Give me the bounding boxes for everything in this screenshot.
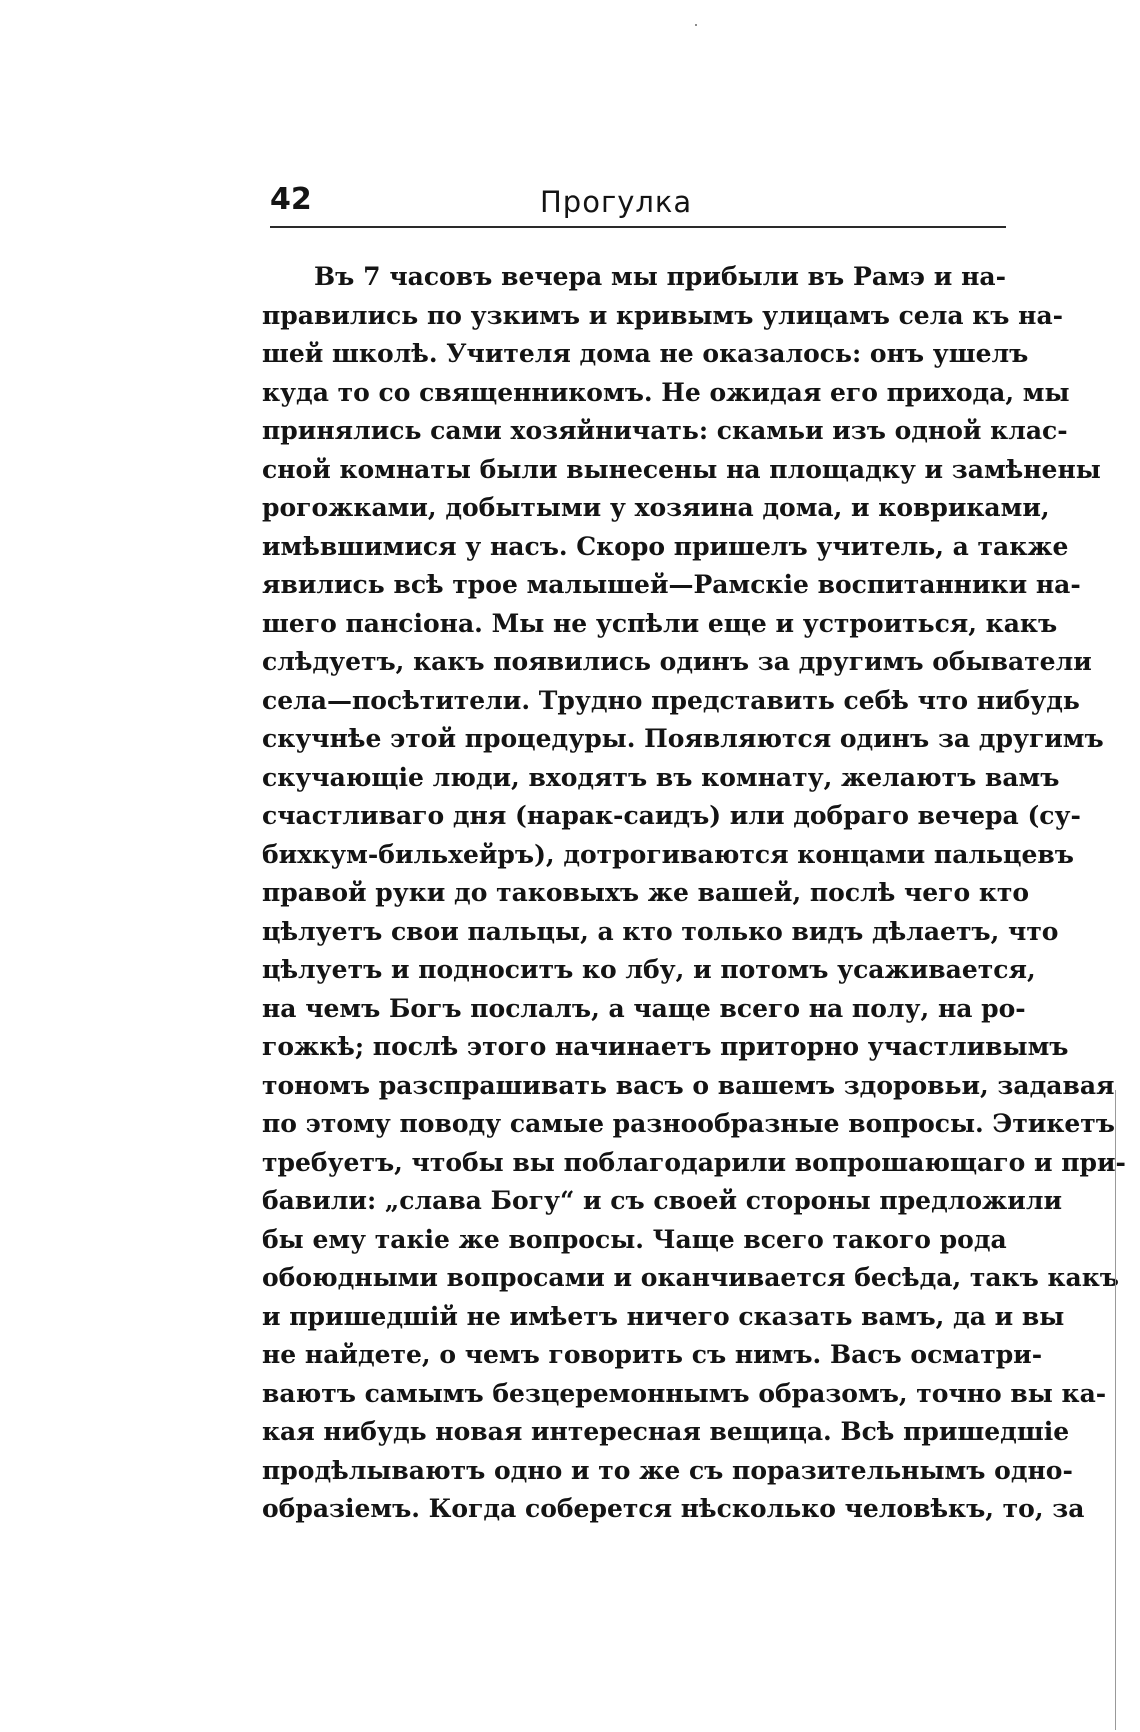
text-line: требуетъ, чтобы вы поблагодарили вопрошающаго и при-: [262, 1147, 1126, 1177]
page-edge-line: [1115, 1090, 1116, 1730]
text-line: продѣлываютъ одно и то же съ поразительнымъ одно-: [262, 1455, 1073, 1485]
text-line: и пришедшій не имѣетъ ничего сказать вамъ, да и вы: [262, 1301, 1065, 1331]
text-line: правились по узкимъ и кривымъ улицамъ села къ на-: [262, 300, 1064, 330]
text-line: куда то со священникомъ. Не ожидая его прихода, мы: [262, 377, 1070, 407]
text-line: счастливаго дня (нарак-саидъ) или добраго вечера (су-: [262, 801, 1081, 830]
text-line: Въ 7 часовъ вечера мы прибыли въ Рамэ и на-: [314, 262, 1006, 291]
running-title: Прогулка: [540, 185, 693, 219]
text-line: слѣдуетъ, какъ появились одинъ за другимъ обыватели: [262, 647, 1092, 676]
text-line: не найдете, о чемъ говорить съ нимъ. Васъ осматри-: [262, 1340, 1043, 1369]
text-line: цѣлуетъ и подноситъ ко лбу, и потомъ усаживается,: [262, 955, 1036, 984]
header-rule: [270, 226, 1006, 228]
print-speck: [695, 24, 697, 26]
text-line: скучающіе люди, входятъ въ комнату, желаютъ вамъ: [262, 762, 1060, 792]
text-line: кая нибудь новая интересная вещица. Всѣ пришедшіе: [262, 1417, 1070, 1446]
text-line: села—посѣтители. Трудно представить себѣ что нибудь: [262, 685, 1080, 715]
text-line: обоюдными вопросами и оканчивается бесѣда, такъ какъ: [262, 1263, 1119, 1292]
text-line: цѣлуетъ свои пальцы, а кто только видъ дѣлаетъ, что: [262, 916, 1059, 946]
body-text: [262, 258, 1126, 1529]
text-line: правой руки до таковыхъ же вашей, послѣ чего кто: [262, 878, 1030, 907]
text-line: бихкум-бильхейръ), дотрогиваются концами пальцевъ: [262, 839, 1074, 869]
text-line: сной комнаты были вынесены на площадку и замѣнены: [262, 454, 1101, 484]
text-line: по этому поводу самые разнообразные вопросы. Этикетъ: [262, 1109, 1115, 1138]
text-line: шей школѣ. Учителя дома не оказалось: онъ ушелъ: [262, 339, 1029, 368]
running-head: [270, 182, 1006, 228]
text-line: имѣвшимися у насъ. Скоро пришелъ учитель, а также: [262, 531, 1069, 561]
text-line: явились всѣ трое малышей—Рамскіе воспитанники на-: [262, 570, 1081, 599]
text-line: на чемъ Богъ послалъ, а чаще всего на полу, на ро-: [262, 993, 1026, 1023]
text-line: принялись сами хозяйничать: скамьи изъ одной клас-: [262, 416, 1068, 445]
text-line: гожкѣ; послѣ этого начинаетъ приторно участливымъ: [262, 1032, 1069, 1061]
text-line: ваютъ самымъ безцеремоннымъ образомъ, точно вы ка-: [262, 1378, 1107, 1408]
text-line: скучнѣе этой процедуры. Появляются одинъ за другимъ: [262, 724, 1104, 753]
text-line: рогожками, добытыми у хозяина дома, и ковриками,: [262, 493, 1050, 522]
text-line: тономъ разспрашивать васъ о вашемъ здоровьи, задавая: [262, 1070, 1115, 1100]
text-line: шего пансіона. Мы не успѣли еще и устроиться, какъ: [262, 608, 1058, 638]
text-line: бавили: „слава Богу“ и съ своей стороны предложили: [262, 1186, 1063, 1215]
text-line: образіемъ. Когда соберется нѣсколько человѣкъ, то, за: [262, 1494, 1085, 1523]
text-line: бы ему такіе же вопросы. Чаще всего такого рода: [262, 1224, 1007, 1254]
page-number: 42: [270, 182, 312, 217]
